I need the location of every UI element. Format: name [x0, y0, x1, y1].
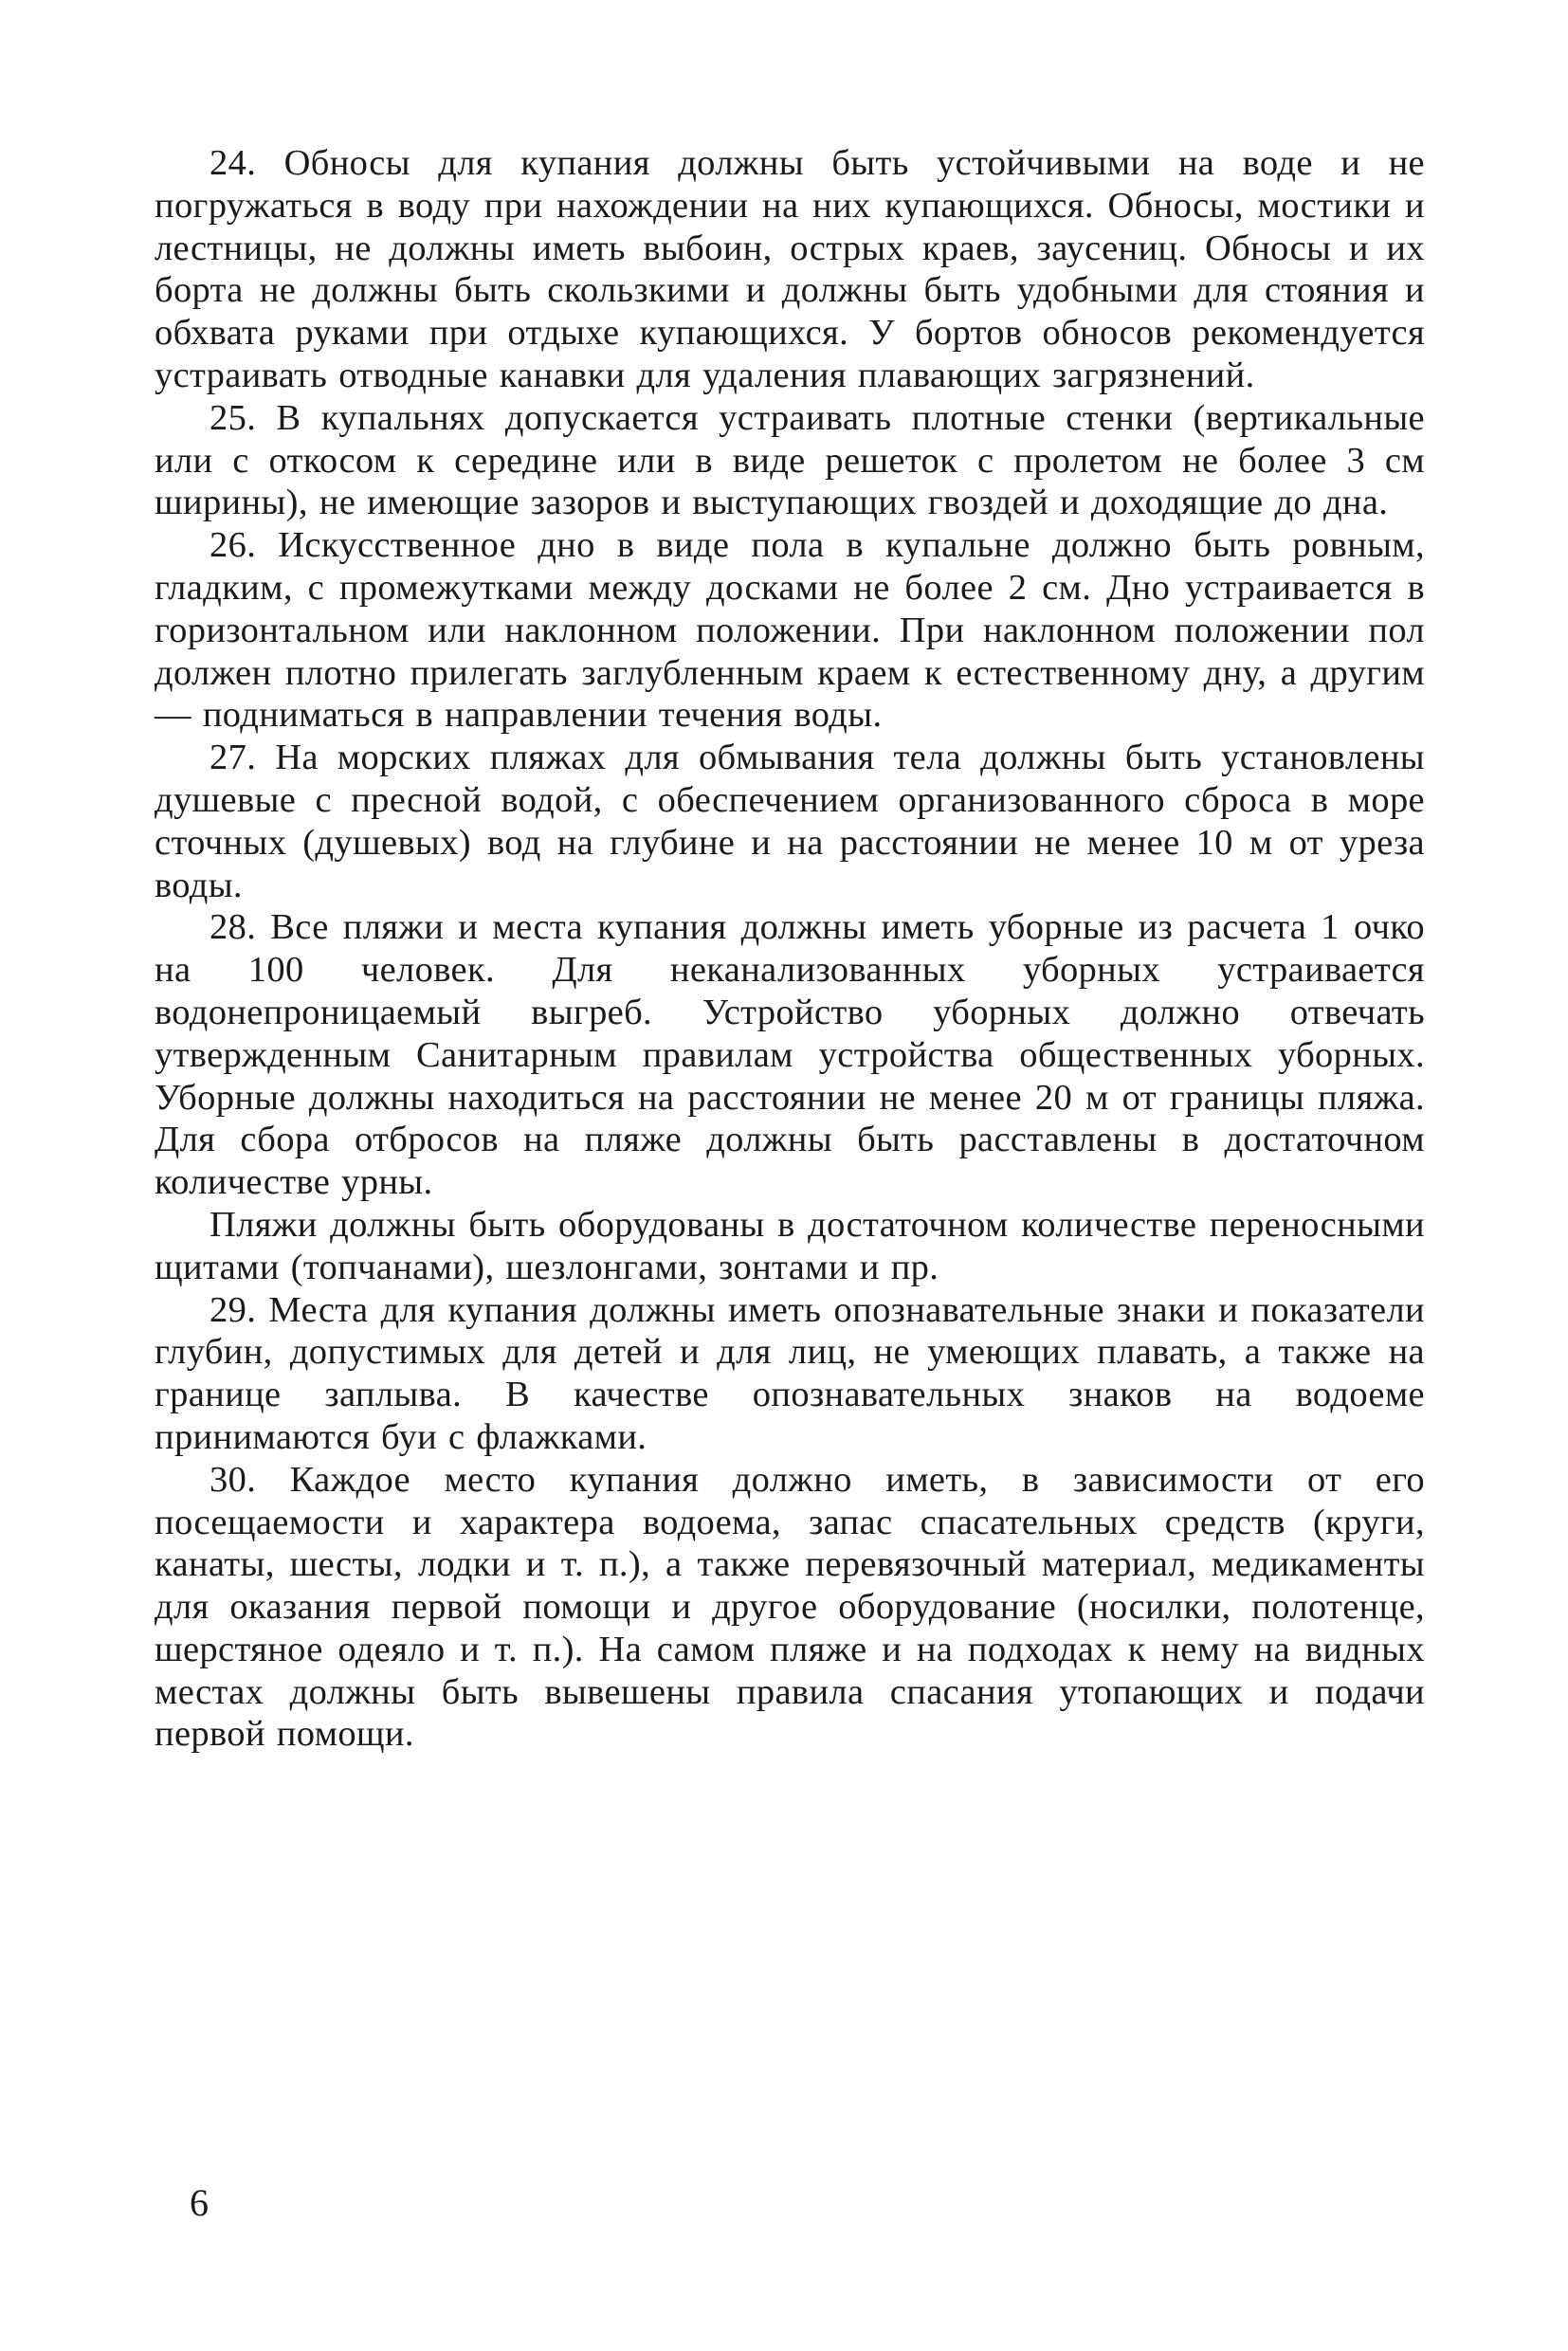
paragraph-25: 25. В купальнях допускается устраивать плотные стенки (вертикальные или с откосом к середине или в виде решеток с пролетом не более 3 см ширины), не имеющие зазоров и выступающих гвоздей и доходящие до дна. — [155, 397, 1425, 523]
paragraph-26: 26. Искусственное дно в виде пола в купальне должно быть ровным, гладким, с промежутками между досками не более 2 см. Дно устраивается в горизонтальном или наклонном положении. При наклонном положении пол должен плотно прилегать заглубленным краем к естественному дну, а другим — подниматься в направлении течения воды. — [155, 525, 1425, 736]
paragraph-beaches-equipment: Пляжи должны быть оборудованы в достаточном количестве переносными щитами (топчанами), шезлонгами, зонтами и пр. — [155, 1204, 1425, 1287]
paragraph-29: 29. Места для купания должны иметь опознавательные знаки и показатели глубин, допустимых для детей и для лиц, не умеющих плавать, а также на границе заплыва. В качестве опознавательных знаков на водоеме принимаются буи с флажками. — [155, 1289, 1425, 1457]
page-number: 6 — [190, 2181, 209, 2224]
paragraph-27: 27. На морских пляжах для обмывания тела должны быть установлены душевые с пресной водой, с обеспечением организованного сброса в море сточных (душевых) вод на глубине и на расстоянии не менее 10 м от уреза воды. — [155, 738, 1425, 905]
paragraph-24: 24. Обносы для купания должны быть устойчивыми на воде и не погружаться в воду при нахождении на них купающихся. Обносы, мостики и лестницы, не должны иметь выбоин, острых краев, заусениц. Обносы и их борта не должны быть скользкими и должны быть удобными для стояния и обхвата руками при отдыхе купающихся. У бортов обносов рекомендуется устраивать отводные канавки для удаления плавающих загрязнений. — [155, 143, 1425, 395]
paragraph-30: 30. Каждое место купания должно иметь, в зависимости от его посещаемости и характера водоема, запас спасательных средств (круги, канаты, шесты, лодки и т. п.), а также перевязочный материал, медикаменты для оказания первой помощи и другое оборудование (носилки, полотенце, шерстяное одеяло и т. п.). На самом пляже и на подходах к нему на видных местах должны быть вывешены правила спасания утопающих и подачи первой помощи. — [155, 1459, 1425, 1755]
body-text — [155, 142, 1425, 1756]
paragraph-28: 28. Все пляжи и места купания должны иметь уборные из расчета 1 очко на 100 человек. Для неканализованных уборных устраивается водонепроницаемый выгреб. Устройство уборных должно отвечать утвержденным Санитарным правилам устройства общественных уборных. Уборные должны находиться на расстоянии не менее 20 м от границы пляжа. Для сбора отбросов на пляже должны быть расставлены в достаточном количестве урны. — [155, 907, 1425, 1203]
